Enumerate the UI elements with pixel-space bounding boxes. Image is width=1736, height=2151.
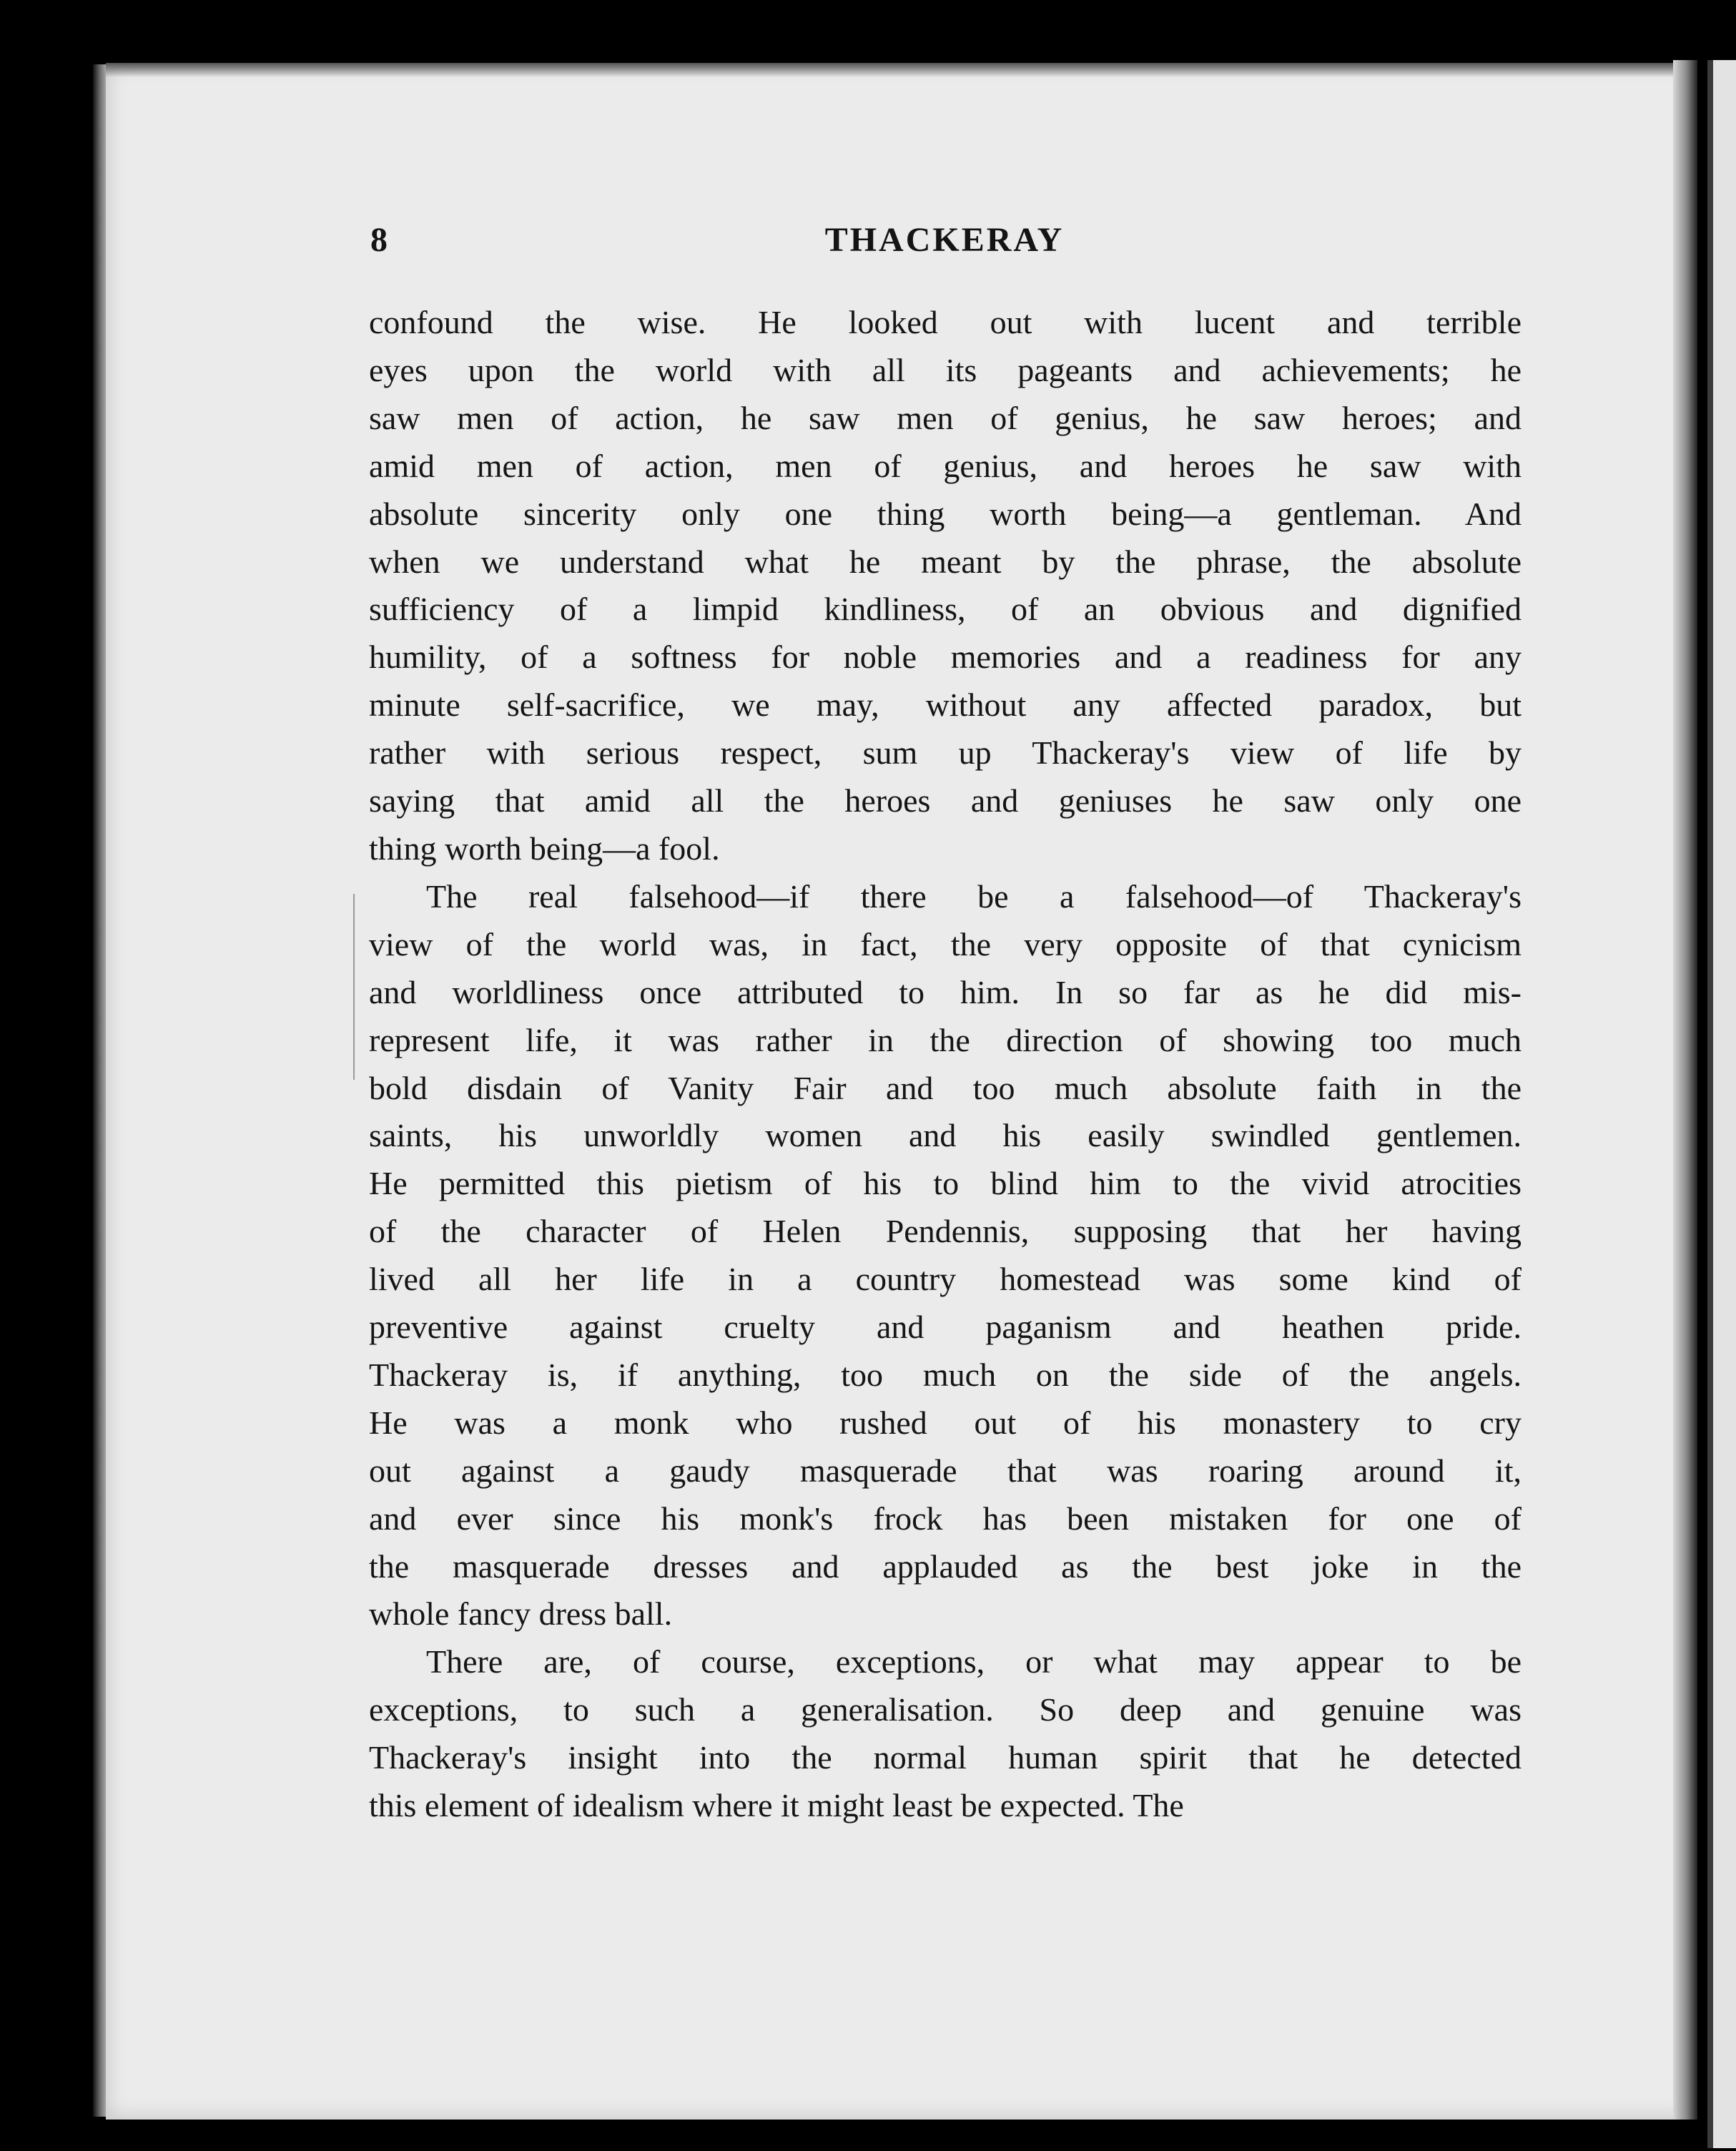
text-line: the masquerade dresses and applauded as the best joke in the — [369, 1547, 1522, 1585]
text-line: He was a monk who rushed out of his monastery to cry — [369, 1404, 1522, 1441]
text-line: rather with serious respect, sum up Thackeray's view of life by — [369, 734, 1522, 772]
running-head: THACKERAY — [824, 221, 1065, 259]
text-line: bold disdain of Vanity Fair and too much absolute faith in the — [369, 1069, 1522, 1106]
page-header — [370, 220, 1519, 270]
text-line: amid men of action, men of genius, and heroes he saw with — [369, 447, 1522, 484]
text-line: sufficiency of a limpid kindliness, of an obvious and dignified — [369, 591, 1522, 628]
text-line: eyes upon the world with all its pageants and achievements; he — [369, 351, 1522, 388]
facing-page-edge — [1707, 60, 1736, 2148]
text-line: when we understand what he meant by the phrase, the absolute — [369, 543, 1522, 580]
text-line: saying that amid all the heroes and geniuses he saw only one — [369, 782, 1522, 819]
text-line: saints, his unworldly women and his easily swindled gentlemen. — [369, 1117, 1522, 1154]
paragraph — [369, 873, 1522, 1639]
text-line: and ever since his monk's frock has been mistaken for one of — [369, 1500, 1522, 1537]
text-line: lived all her life in a country homestead was some kind of — [369, 1261, 1522, 1298]
text-line: exceptions, to such a generalisation. So deep and genuine was — [369, 1691, 1522, 1728]
text-line: out against a gaudy masquerade that was roaring around it, — [369, 1452, 1522, 1489]
text-line: view of the world was, in fact, the very opposite of that cynicism — [369, 925, 1522, 963]
text-line: saw men of action, he saw men of genius, he saw heroes; and — [369, 399, 1522, 436]
text-line: of the character of Helen Pendennis, supposing that her having — [369, 1213, 1522, 1250]
text-line: Thackeray is, if anything, too much on the side of the angels. — [369, 1356, 1522, 1393]
text-line: confound the wise. He looked out with lucent and terrible — [369, 304, 1522, 340]
paragraph — [369, 299, 1522, 873]
text-line: thing worth being—a fool. — [369, 830, 720, 867]
text-line: preventive against cruelty and paganism and heathen pride. — [369, 1309, 1522, 1346]
text-line: represent life, it was rather in the direction of showing too much — [369, 1021, 1522, 1058]
text-line: He permitted this pietism of his to blind him to the vivid atrocities — [369, 1165, 1522, 1202]
paragraph — [369, 1638, 1522, 1830]
body-text — [369, 299, 1522, 1830]
text-line: minute self-sacrifice, we may, without any affected paradox, but — [369, 686, 1522, 724]
text-line: humility, of a softness for noble memories and a readiness for any — [369, 639, 1522, 676]
text-line: and worldliness once attributed to him. In so far as he did mis- — [369, 973, 1522, 1010]
text-line: The real falsehood—if there be a falsehood—of Thackeray's — [426, 877, 1522, 915]
text-line: Thackeray's insight into the normal human spirit that he detected — [369, 1739, 1522, 1776]
text-line: whole fancy dress ball. — [369, 1595, 673, 1633]
page-number: 8 — [370, 221, 388, 259]
page-top-shadow — [106, 63, 1695, 77]
margin-pencil-mark — [353, 894, 355, 1080]
text-line: absolute sincerity only one thing worth being—a gentleman. And — [369, 495, 1522, 532]
text-line: There are, of course, exceptions, or what may appear to be — [426, 1643, 1522, 1680]
text-line: this element of idealism where it might least be expected. The — [369, 1787, 1184, 1824]
page-gutter — [1673, 60, 1697, 2120]
